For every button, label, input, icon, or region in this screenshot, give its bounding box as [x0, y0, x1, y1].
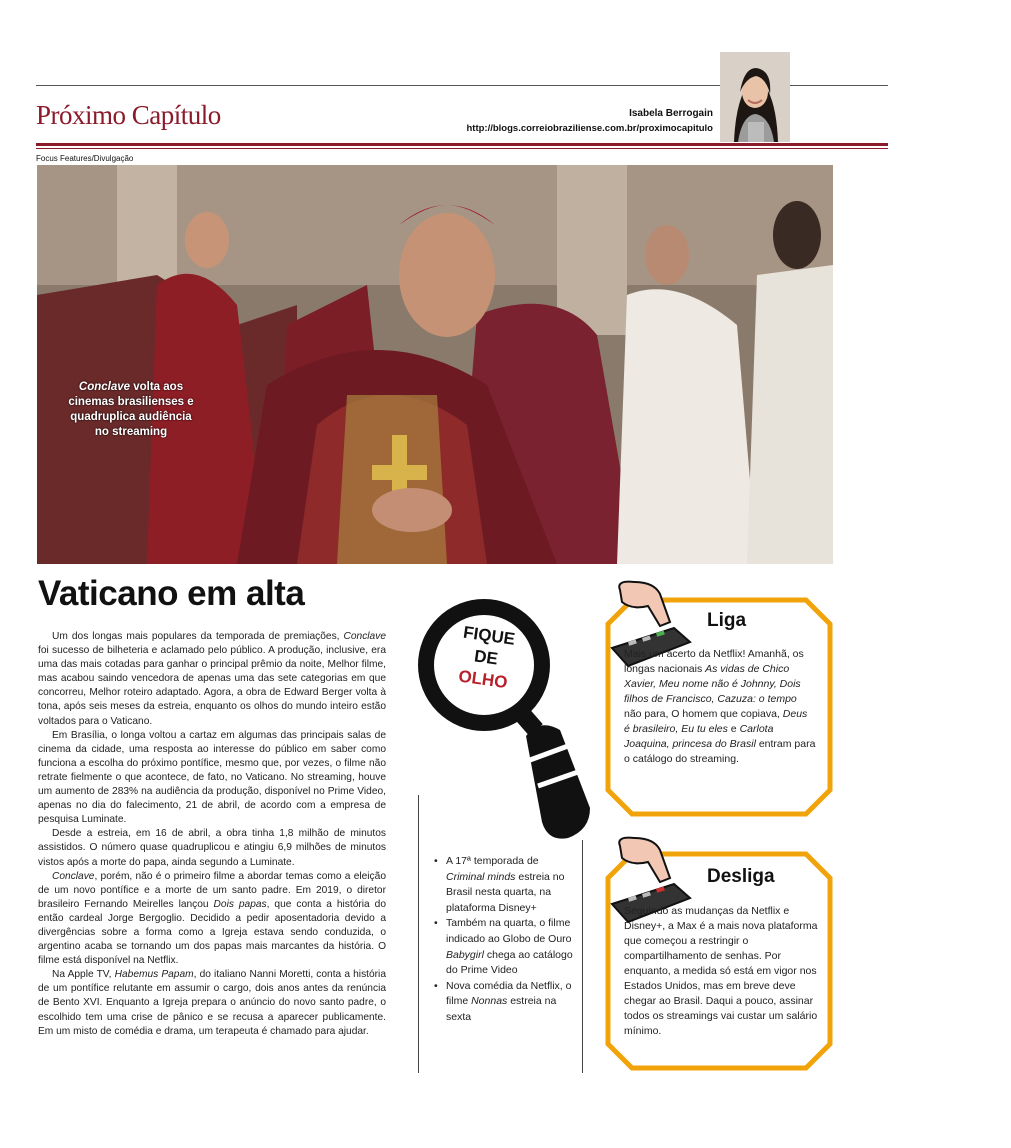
- column-divider: [582, 840, 583, 1073]
- paragraph: Um dos longas mais populares da temporada de premiações, Conclave foi sucesso de bilheteria e aclamado pelo público. A produção, inclusive, era uma das mais cotadas para ganhar o principal prêmio da noite, Melhor filme, mas acabou saindo vencedora de apenas uma das sete categorias em que concorreu, Melhor roteiro adaptado. Agora, a obra de Edward Berger volta à tona, após seis meses da estreia, enquanto os olhos do mundo inteiro estão voltados para o Vaticano.: [38, 631, 386, 727]
- photo-credit: Focus Features/Divulgação: [36, 154, 134, 163]
- liga-title: Liga: [707, 610, 747, 631]
- paragraph: Conclave, porém, não é o primeiro filme a abordar temas como a eleição de um novo pontífice e a morte de um santo padre. Em 2019, o diretor brasileiro Fernando Meirelles lançou Dois papas, que conta a história do então cardeal Jorge Bergoglio. Decidido a pedir aposentadoria devido a divergências sobre a forma como a Igreja estava sendo conduzida, o argentino acaba se tornando um dos papas mais marcantes da história. O filme está disponível na Netflix.: [38, 870, 386, 967]
- list-item: • A 17ª temporada de Criminal minds estreia no Brasil nesta quarta, na plataforma Disney+: [446, 854, 574, 916]
- desliga-title: Desliga: [707, 866, 775, 887]
- article-body: [38, 630, 386, 1039]
- hero-photo: [37, 165, 833, 564]
- liga-text: Mais um acerto da Netflix! Amanhã, os longas nacionais As vidas de Chico Xavier, Meu nome não é Johnny, Dois filhos de Francisco, Cazuza: o tempo não para, O homem que copiava, Deus é brasileiro, Eu tu eles e Carlota Joaquina, princesa do Brasil entram para o catálogo do streaming.: [624, 648, 816, 765]
- list-item: • Também na quarta, o filme indicado ao Globo de Ouro Babygirl chega ao catálogo do Prime Video: [446, 916, 574, 978]
- desliga-text: Seguindo as mudanças da Netflix e Disney+, a Max é a mais nova plataforma que começou a restringir o compartilhamento de senhas. Por enquanto, a medida só está em vigor nos Estados Unidos, mas em breve deve chegar ao Brasil. Daqui a pouco, assinar todos os streamings vai custar um salário mínimo.: [624, 905, 818, 1037]
- paragraph: Desde a estreia, em 16 de abril, a obra tinha 1,8 milhão de minutos assistidos. O número quase quadruplicou e atingiu 6,9 milhões de minutos vistos após a morte do papa, ainda segundo a Luminate.: [38, 828, 386, 868]
- fique-list: [434, 854, 574, 1026]
- author-photo: [720, 52, 790, 142]
- fique-de-olho-title: FIQUE DE OLHO: [457, 622, 517, 693]
- header-rule-thin: [36, 148, 888, 149]
- paragraph: Em Brasília, o longa voltou a cartaz em algumas das principais salas de cinema da cidade, uma resposta ao interesse do público em saber como funciona a escolha do próximo pontífice, mesmo que, por vezes, o filme não retrate fielmente o que acontece, de fato, no Vaticano. No streaming, houve um aumento de 283% na audiência da produção, disponível no Prime Video, apenas no dia do falecimento, 21 de abril, de acordo com a empresa de pesquisa Luminate.: [38, 729, 386, 826]
- author-name: Isabela Berrogain: [629, 108, 713, 119]
- list-item: • Nova comédia da Netflix, o filme Nonnas estreia na sexta: [446, 979, 574, 1026]
- paragraph: Na Apple TV, Habemus Papam, do italiano Nanni Moretti, conta a história de um pontífice relutante em assumir o cargo, dois anos antes da renúncia de Bento XVI. Enquanto a Igreja prepara o anúncio do novo santo padre, o escolhido tem uma crise de pânico e se recusa a aparecer publicamente. Em um misto de comédia e drama, um terapeuta é chamado para ajudar.: [38, 969, 386, 1037]
- author-url[interactable]: http://blogs.correiobraziliense.com.br/proximocapitulo: [466, 123, 713, 134]
- section-title: Próximo Capítulo: [36, 100, 221, 130]
- header-rule: [36, 143, 888, 146]
- headline: Vaticano em alta: [38, 574, 305, 613]
- photo-caption: Conclave volta aos cinemas brasilienses e quadruplica audiência no streaming: [68, 381, 194, 438]
